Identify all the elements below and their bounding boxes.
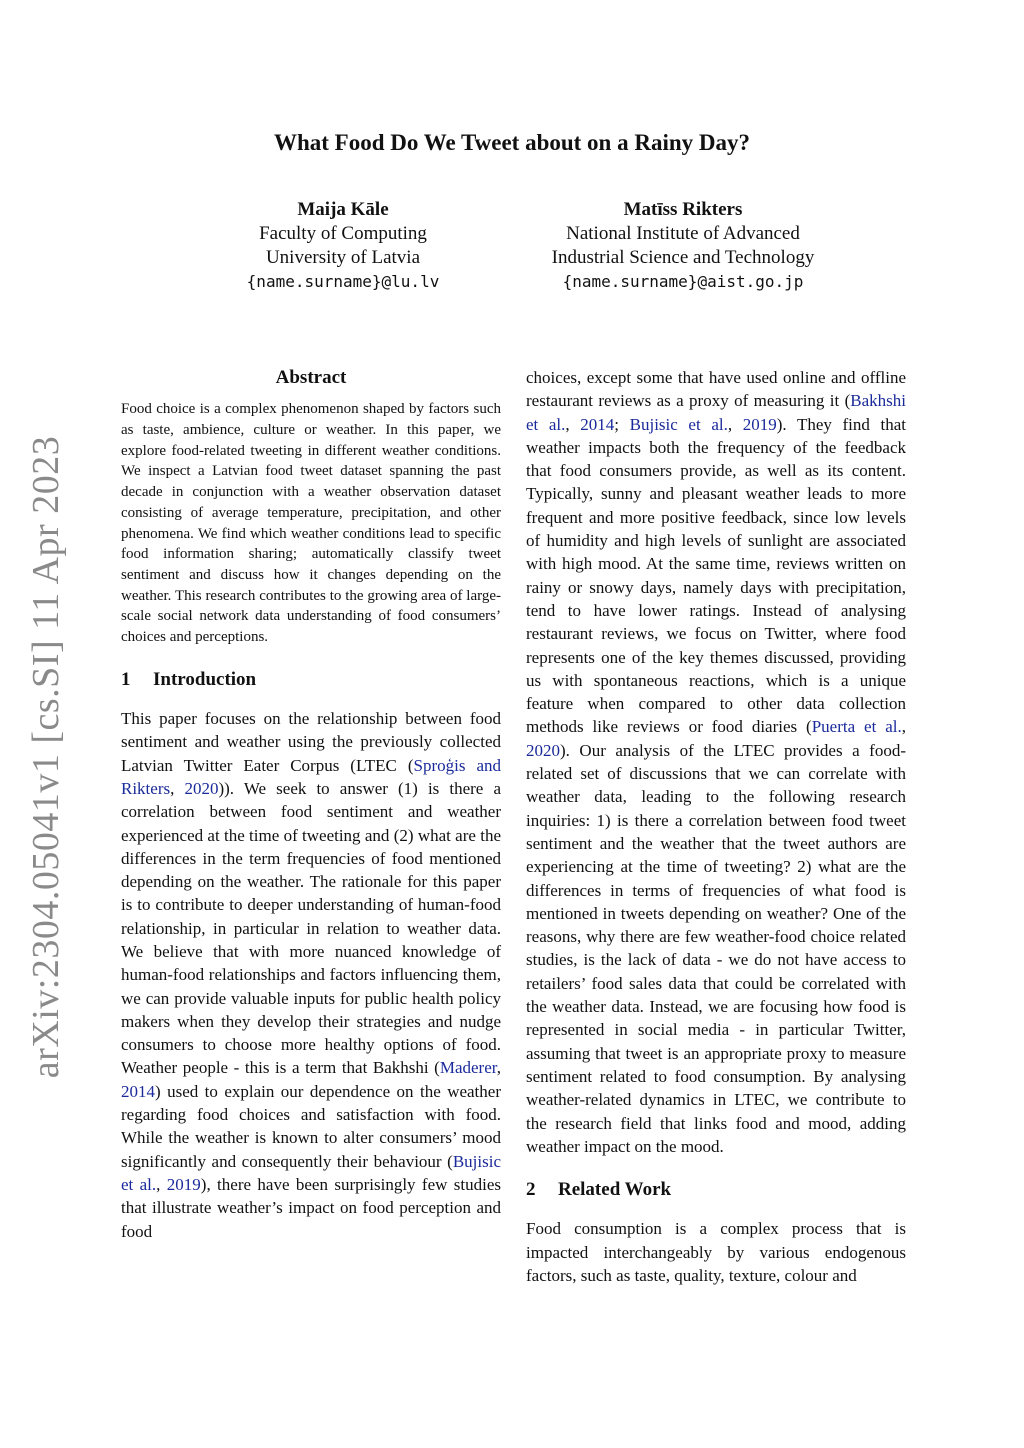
author-email: {name.surname}@aist.go.jp bbox=[562, 272, 804, 291]
citation-link[interactable]: 2019 bbox=[742, 414, 777, 434]
citation-link[interactable]: Puerta et al. bbox=[811, 717, 902, 737]
author-name: Maija Kāle bbox=[297, 199, 389, 220]
citation-link[interactable]: 2020 bbox=[526, 740, 560, 760]
introduction-paragraph: This paper focuses on the relationship between food sentiment and weather using the previously collected Latvian Twitter Eater Corpus (LTEC (Sproģis and Rikters, 2020)). We seek to answer (1) is there a correlation between food sentiment and weather experienced at the time of tweeting and (2) what are the differences in the term frequencies of food mentioned depending on the weather. The rationale for this paper is to contribute to deeper understanding of human-food relationship, in particular in relation to weather data. We believe that with more nuanced knowledge of human-food relationships and factors influencing them, we can provide valuable inputs for public health policy makers when they develop their strategies and nudge consumers to choose more healthy options of food. Weather people - this is a term that Bakhshi (Maderer, 2014) used to explain our dependence on the weather regarding food choices and satisfaction with food. While the weather is known to alter consumers’ mood significantly and consequently their behaviour (Bujisic et al., 2019), there have been surprisingly few studies that illustrate weather’s impact on food perception and food bbox=[121, 709, 501, 1241]
abstract-text: Food choice is a complex phenomenon shaped by factors such as taste, ambience, culture or weather. In this paper, we explore food-related tweeting in different weather conditions. We inspect a Latvian food tweet dataset spanning the past decade in conjunction with a weather observation dataset consisting of average temperature, precipitation, and other phenomena. We find which weather conditions lead to specific food information sharing; automatically classify tweet sentiment and discuss how it changes depending on the weather. This research contributes to the growing area of large-scale social network data understanding of food consumers’ choices and perceptions. bbox=[121, 401, 501, 646]
citation-link[interactable]: 2014 bbox=[580, 414, 615, 434]
citation-link[interactable]: Bakhshi et al. bbox=[526, 391, 906, 434]
introduction-paragraph-continued: choices, except some that have used online and offline restaurant reviews as a proxy of measuring it (Bakhshi et al., 2014; Bujisic et al., 2019). They find that weather impacts both the frequency of the feedback that food consumers provide, as well as its content. Typically, sunny and pleasant weather leads to more frequent and more positive feedback, since low levels of humidity and high levels of sunlight are associated with high mood. At the same time, reviews written on rainy or snowy days, namely days with precipitation, tend to have lower ratings. Instead of analysing restaurant reviews, we focus on Twitter, where food represents one of the key themes discussed, providing us with spontaneous reactions, which is a unique feature when compared to other data collection methods like reviews or food diaries (Puerta et al., 2020). Our analysis of the LTEC provides a food-related set of discussions that we can correlate with weather data, leading to the following research inquiries: 1) is there a correlation between food tweet sentiment and the weather that the tweet authors are experiencing at the time of tweeting? 2) what are the differences in terms of frequencies of what food is mentioned in tweets depending on weather? One of the reasons, why there are few weather-food choice related studies, is the lack of data - we do not have access to retailers’ food sales data that could be correlated with the weather data. Instead, we are focusing how food is represented in social media - in particular Twitter, assuming that tweet is an appropriate proxy to measure sentiment related to food consumption. By analysing weather-related dynamics in LTEC, we contribute to the research field that links food and mood, adding weather impact on the mood. bbox=[526, 368, 907, 1156]
section-title: Related Work bbox=[558, 1179, 672, 1201]
arxiv-watermark bbox=[16, 435, 76, 1079]
citation-link[interactable]: Sproģis and Rikters bbox=[121, 755, 501, 798]
citation-link[interactable]: Bujisic et al. bbox=[629, 414, 728, 434]
section-title: Introduction bbox=[153, 668, 257, 690]
author-affiliation: Faculty of Computing bbox=[259, 223, 427, 244]
abstract-heading: Abstract bbox=[275, 367, 347, 388]
citation-link[interactable]: 2019 bbox=[166, 1174, 201, 1194]
section-heading-introduction bbox=[121, 668, 501, 691]
related-work-paragraph: Food consumption is a complex process that is impacted interchangeably by various endogenous factors, such as taste, quality, texture, colour and bbox=[526, 1219, 906, 1285]
author-name: Matīss Rikters bbox=[623, 199, 743, 220]
author-block-1 bbox=[193, 198, 493, 294]
citation-link[interactable]: 2014 bbox=[121, 1081, 155, 1101]
citation-link[interactable]: 2020 bbox=[184, 778, 219, 798]
arxiv-id: arXiv:2304.05041v1 [cs.SI] 11 Apr 2023 bbox=[25, 435, 68, 1079]
author-affiliation: University of Latvia bbox=[265, 247, 421, 268]
section-heading-related-work bbox=[526, 1178, 906, 1201]
citation-link[interactable]: Bujisic et al. bbox=[121, 1151, 501, 1194]
author-email: {name.surname}@lu.lv bbox=[246, 272, 440, 291]
citation-link[interactable]: Maderer bbox=[439, 1058, 497, 1078]
author-affiliation: Industrial Science and Technology bbox=[551, 247, 815, 268]
paper-title: What Food Do We Tweet about on a Rainy Day? bbox=[273, 130, 750, 155]
section-number: 1 bbox=[121, 668, 131, 690]
author-affiliation: National Institute of Advanced bbox=[566, 223, 800, 244]
author-block-2 bbox=[513, 198, 853, 294]
section-number: 2 bbox=[526, 1179, 536, 1201]
left-column bbox=[121, 366, 501, 1243]
right-column bbox=[526, 366, 906, 1287]
